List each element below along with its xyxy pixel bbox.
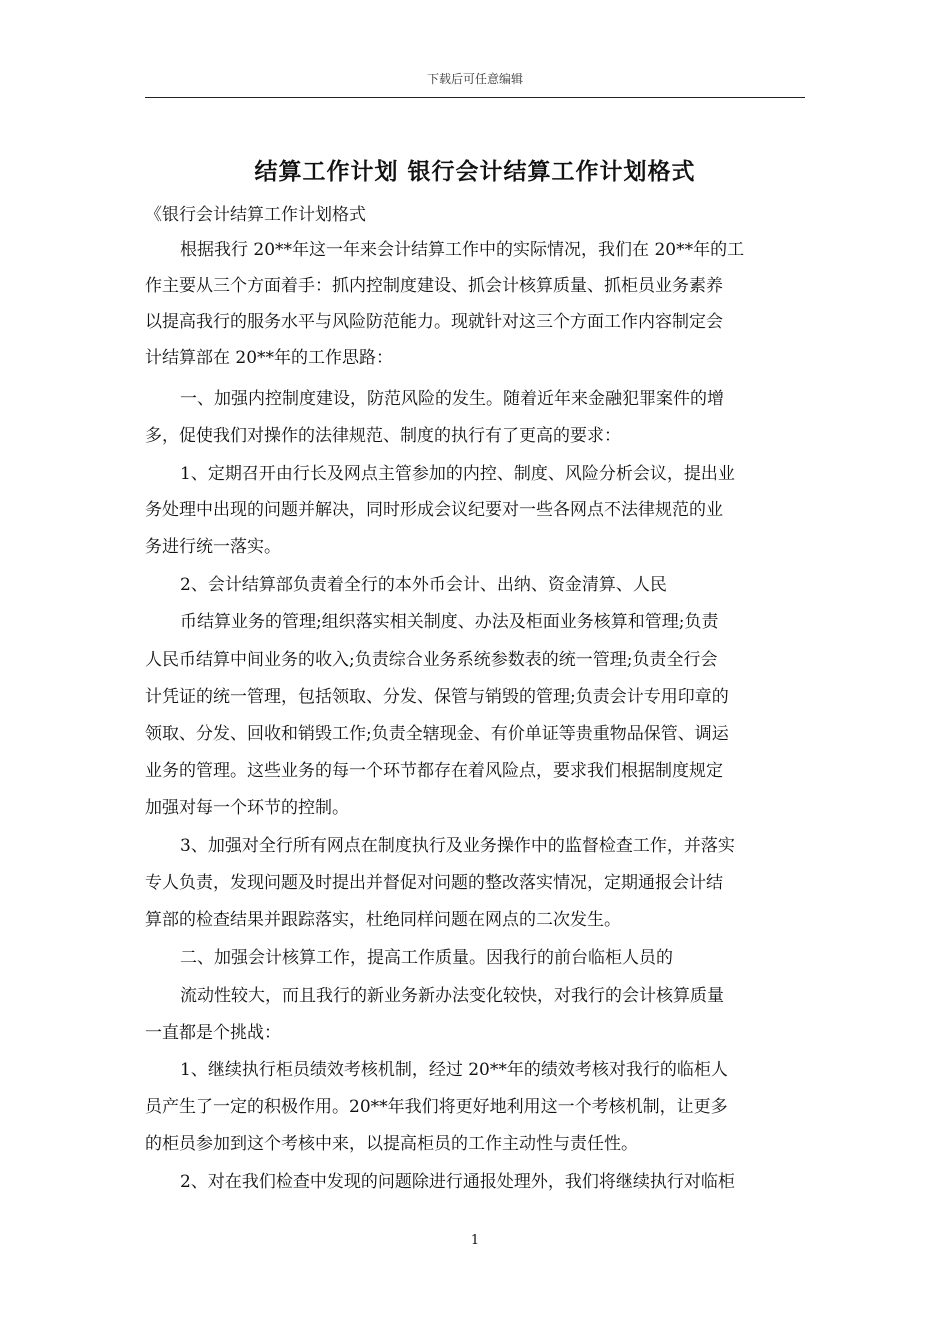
body-line: 的柜员参加到这个考核中来，以提高柜员的工作主动性与责任性。 — [145, 1134, 638, 1154]
page-number: 1 — [470, 1233, 480, 1248]
body-line: 一直都是个挑战： — [145, 1023, 281, 1043]
body-line: 专人负责，发现问题及时提出并督促对问题的整改落实情况，定期通报会计结 — [145, 873, 723, 893]
body-line: 员产生了一定的积极作用。20**年我们将更好地利用这一个考核机制，让更多 — [145, 1097, 728, 1117]
body-line: 《银行会计结算工作计划格式 — [145, 205, 366, 225]
body-line: 根据我行 20**年这一年来会计结算工作中的实际情况，我们在 20**年的工 — [180, 240, 745, 260]
body-line: 2、会计结算部负责着全行的本外币会计、出纳、资金清算、人民 — [180, 575, 667, 595]
body-line: 计凭证的统一管理，包括领取、分发、保管与销毁的管理;负责会计专用印章的 — [145, 687, 729, 707]
body-line: 流动性较大，而且我行的新业务新办法变化较快，对我行的会计核算质量 — [180, 986, 724, 1006]
body-line: 1、继续执行柜员绩效考核机制，经过 20**年的绩效考核对我行的临柜人 — [180, 1060, 728, 1080]
body-line: 务进行统一落实。 — [145, 537, 281, 557]
body-line: 二、加强会计核算工作，提高工作质量。因我行的前台临柜人员的 — [180, 948, 673, 968]
body-line: 以提高我行的服务水平与风险防范能力。现就针对这三个方面工作内容制定会 — [145, 312, 723, 332]
body-line: 务处理中出现的问题并解决，同时形成会议纪要对一些各网点不法律规范的业 — [145, 500, 723, 520]
body-line: 业务的管理。这些业务的每一个环节都存在着风险点，要求我们根据制度规定 — [145, 761, 723, 781]
body-line: 加强对每一个环节的控制。 — [145, 798, 349, 818]
body-line: 计结算部在 20**年的工作思路： — [145, 348, 394, 368]
body-line: 1、定期召开由行长及网点主管参加的内控、制度、风险分析会议，提出业 — [180, 464, 735, 484]
body-line: 算部的检查结果并跟踪落实，杜绝同样问题在网点的二次发生。 — [145, 910, 621, 930]
body-line: 一、加强内控制度建设，防范风险的发生。随着近年来金融犯罪案件的增 — [180, 389, 724, 409]
body-line: 2、对在我们检查中发现的问题除进行通报处理外，我们将继续执行对临柜 — [180, 1172, 735, 1192]
body-line: 3、加强对全行所有网点在制度执行及业务操作中的监督检查工作，并落实 — [180, 836, 735, 856]
header-rule — [145, 97, 805, 98]
body-line: 多，促使我们对操作的法律规范、制度的执行有了更高的要求： — [145, 426, 621, 446]
body-line: 领取、分发、回收和销毁工作;负责全辖现金、有价单证等贵重物品保管、调运 — [145, 724, 729, 744]
document-title: 结算工作计划 银行会计结算工作计划格式 — [254, 158, 696, 185]
header-note: 下载后可任意编辑 — [426, 72, 523, 86]
body-line: 人民币结算中间业务的收入;负责综合业务系统参数表的统一管理;负责全行会 — [145, 650, 718, 670]
body-line: 币结算业务的管理;组织落实相关制度、办法及柜面业务核算和管理;负责 — [180, 612, 719, 632]
body-line: 作主要从三个方面着手：抓内控制度建设、抓会计核算质量、抓柜员业务素养 — [145, 276, 723, 296]
